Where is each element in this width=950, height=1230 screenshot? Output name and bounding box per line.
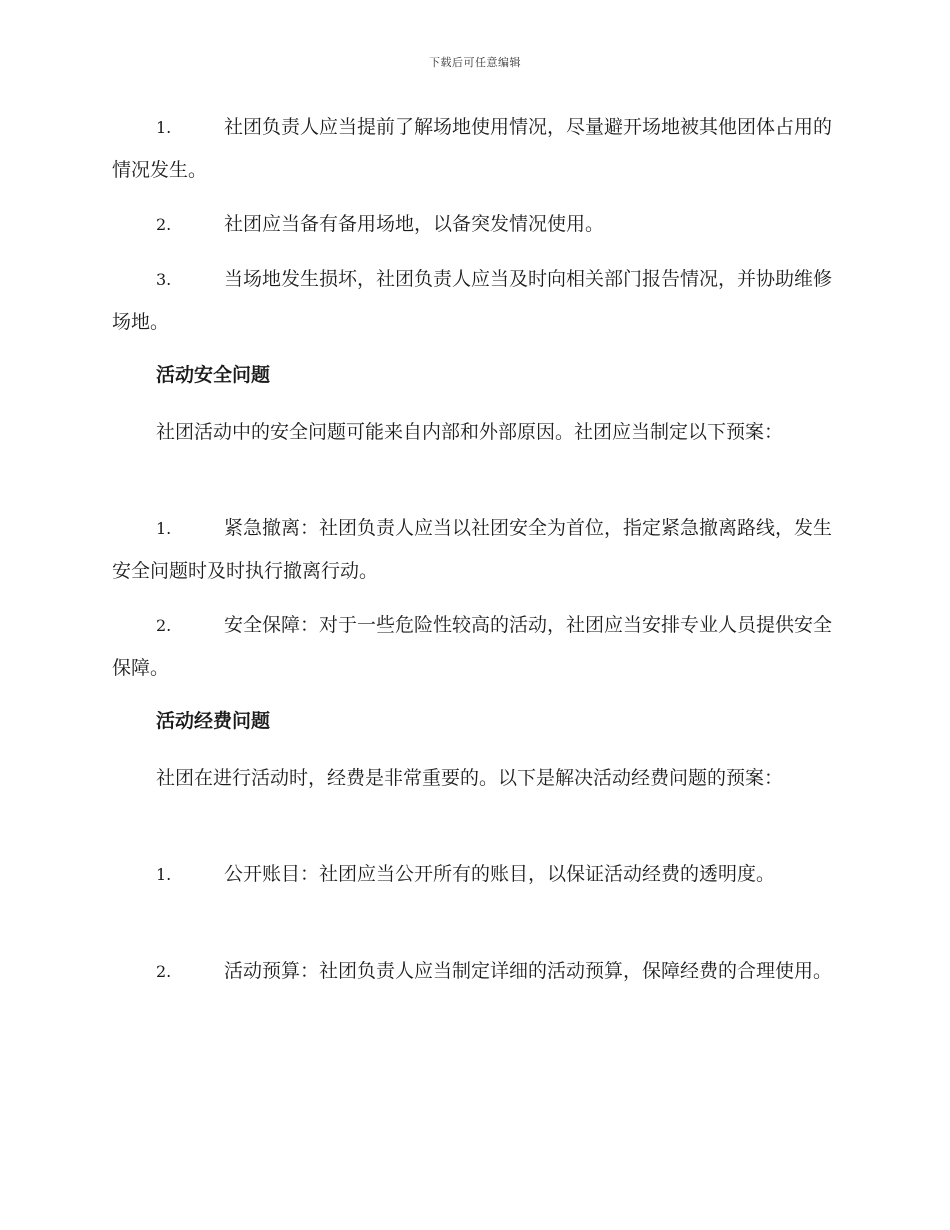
- list-number: 2.: [156, 215, 172, 234]
- section-intro-funding: 社团在进行活动时，经费是非常重要的。以下是解决活动经费问题的预案：: [156, 767, 784, 789]
- list-item: [112, 853, 834, 896]
- list-text: 当场地发生损坏，社团负责人应当及时向相关部门报告情况，并协助维修场地。: [112, 268, 833, 333]
- list-number: 2.: [156, 962, 172, 981]
- list-text: 紧急撤离：社团负责人应当以社团安全为首位，指定紧急撤离路线，发生安全问题时及时执行撤离行动。: [112, 517, 833, 582]
- list-text: 公开账目：社团应当公开所有的账目，以保证活动经费的透明度。: [224, 863, 776, 885]
- list-text: 社团应当备有备用场地，以备突发情况使用。: [224, 213, 605, 235]
- section-intro-safety: 社团活动中的安全问题可能来自内部和外部原因。社团应当制定以下预案：: [156, 421, 784, 443]
- list-item: [112, 950, 834, 993]
- section-heading-funding: 活动经费问题: [156, 710, 271, 732]
- list-item: [112, 203, 834, 246]
- header-note: 下载后可任意编辑: [429, 56, 521, 69]
- list-number: 1.: [156, 118, 172, 137]
- list-item: [112, 258, 834, 344]
- list-number: 1.: [156, 519, 172, 538]
- list-number: 3.: [156, 270, 172, 289]
- list-item: [112, 507, 834, 593]
- list-text: 安全保障：对于一些危险性较高的活动，社团应当安排专业人员提供安全保障。: [112, 614, 833, 679]
- section-heading-safety: 活动安全问题: [156, 364, 271, 386]
- list-item: [112, 604, 834, 690]
- list-item: [112, 106, 834, 192]
- list-text: 社团负责人应当提前了解场地使用情况，尽量避开场地被其他团体占用的情况发生。: [112, 116, 833, 181]
- list-number: 1.: [156, 865, 172, 884]
- list-text: 活动预算：社团负责人应当制定详细的活动预算，保障经费的合理使用。: [224, 960, 833, 982]
- list-number: 2.: [156, 616, 172, 635]
